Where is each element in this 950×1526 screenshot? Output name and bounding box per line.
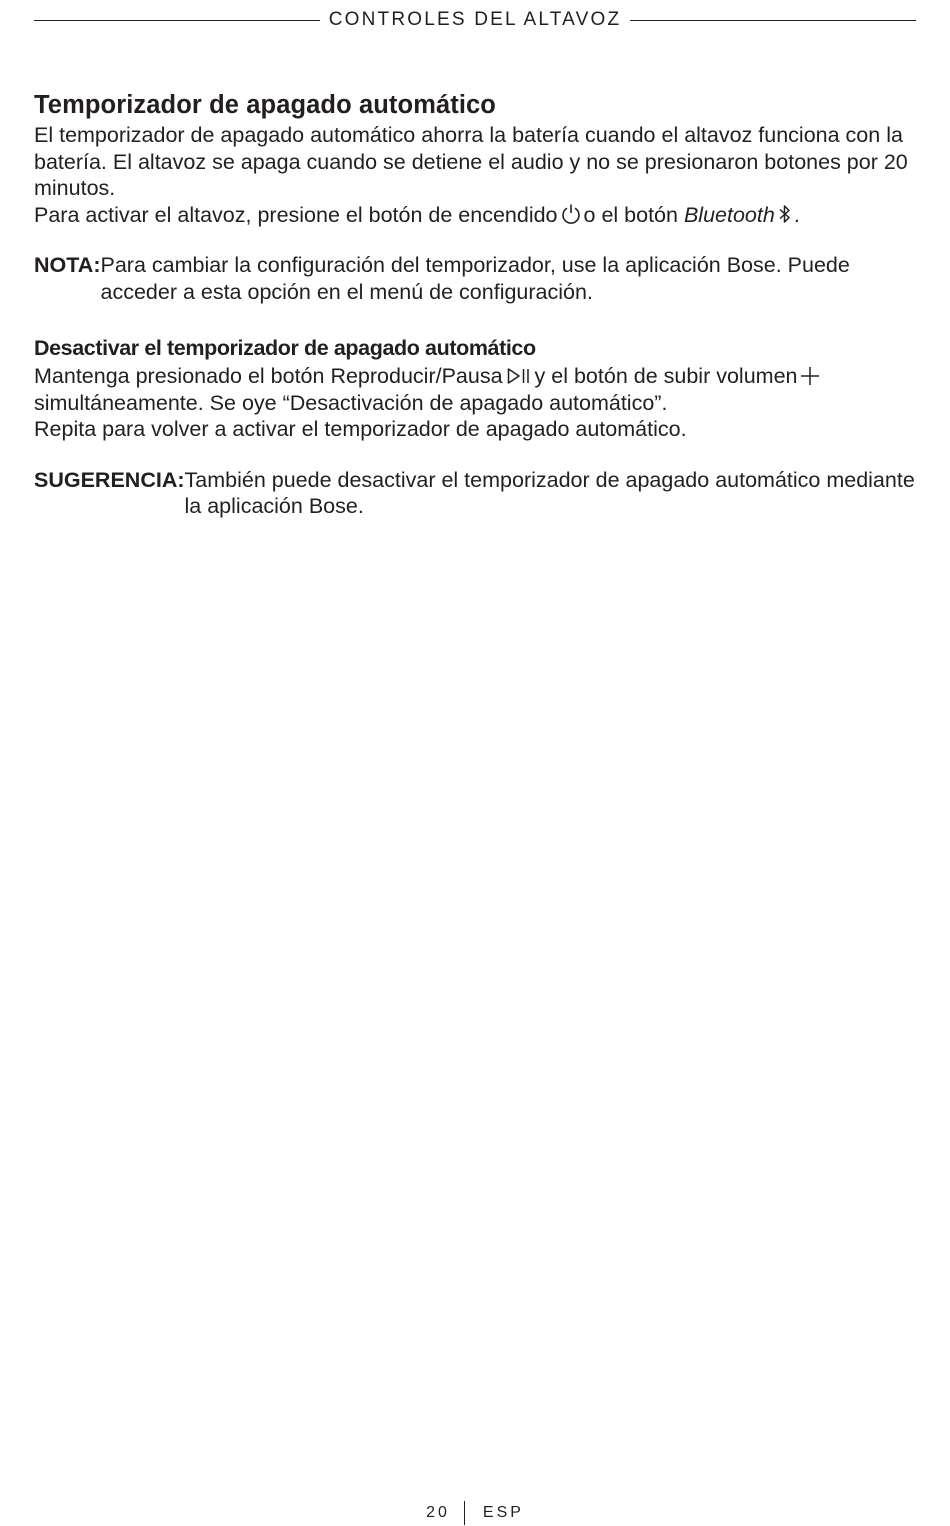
disable-text-part2: y el botón de subir volumen [534,364,798,388]
section-title: Temporizador de apagado automático [34,91,496,119]
tip-label: SUGERENCIA: [34,467,185,492]
note-label: NOTA: [34,253,101,277]
auto-off-description: El temporizador de apagado automático ahorra la batería cuando el altavoz funciona con la batería. El altavoz se apaga cuando se detiene el audio y no se presionaron botones por 20 minutos. [34,123,908,200]
disable-instructions [34,363,916,416]
power-icon [561,203,581,225]
wake-text-part1: Para activar el altavoz, presione el botón de encendido [34,202,558,227]
reactivate-instructions: Repita para volver a activar el temporizador de apagado automático. [34,417,687,441]
page-footer [0,1500,950,1526]
header-title: CONTROLES DEL ALTAVOZ [328,9,622,30]
note-text: Para cambiar la configuración del temporizador, use la aplicación Bose. Puede acceder a esta opción en el menú de configuración. [100,253,850,304]
running-header [34,8,916,32]
page-number: 20 [426,1504,450,1521]
subsection-title: Desactivar el temporizador de apagado automático [34,336,536,360]
wake-text-end: . [793,202,800,227]
wake-text-part2: o el botón [583,202,678,227]
tip-text: También puede desactivar el temporizador de apagado automático mediante la aplicación Bose. [184,467,915,518]
language-code: ESP [482,1504,524,1521]
note-block [34,252,916,305]
disable-text-part1: Mantenga presionado el botón Reproducir/Pausa [34,364,503,388]
header-rule-right [630,20,916,21]
header-rule-left [34,20,320,21]
play-pause-icon [506,366,532,386]
bluetooth-icon [778,203,791,225]
page-content [34,88,916,520]
bluetooth-brand: Bluetooth [683,202,775,227]
tip-block [34,467,916,520]
volume-up-icon [800,366,820,386]
disable-text-part3: simultáneamente. Se oye “Desactivación de apagado automático”. [34,390,668,415]
wake-instructions [34,202,916,229]
